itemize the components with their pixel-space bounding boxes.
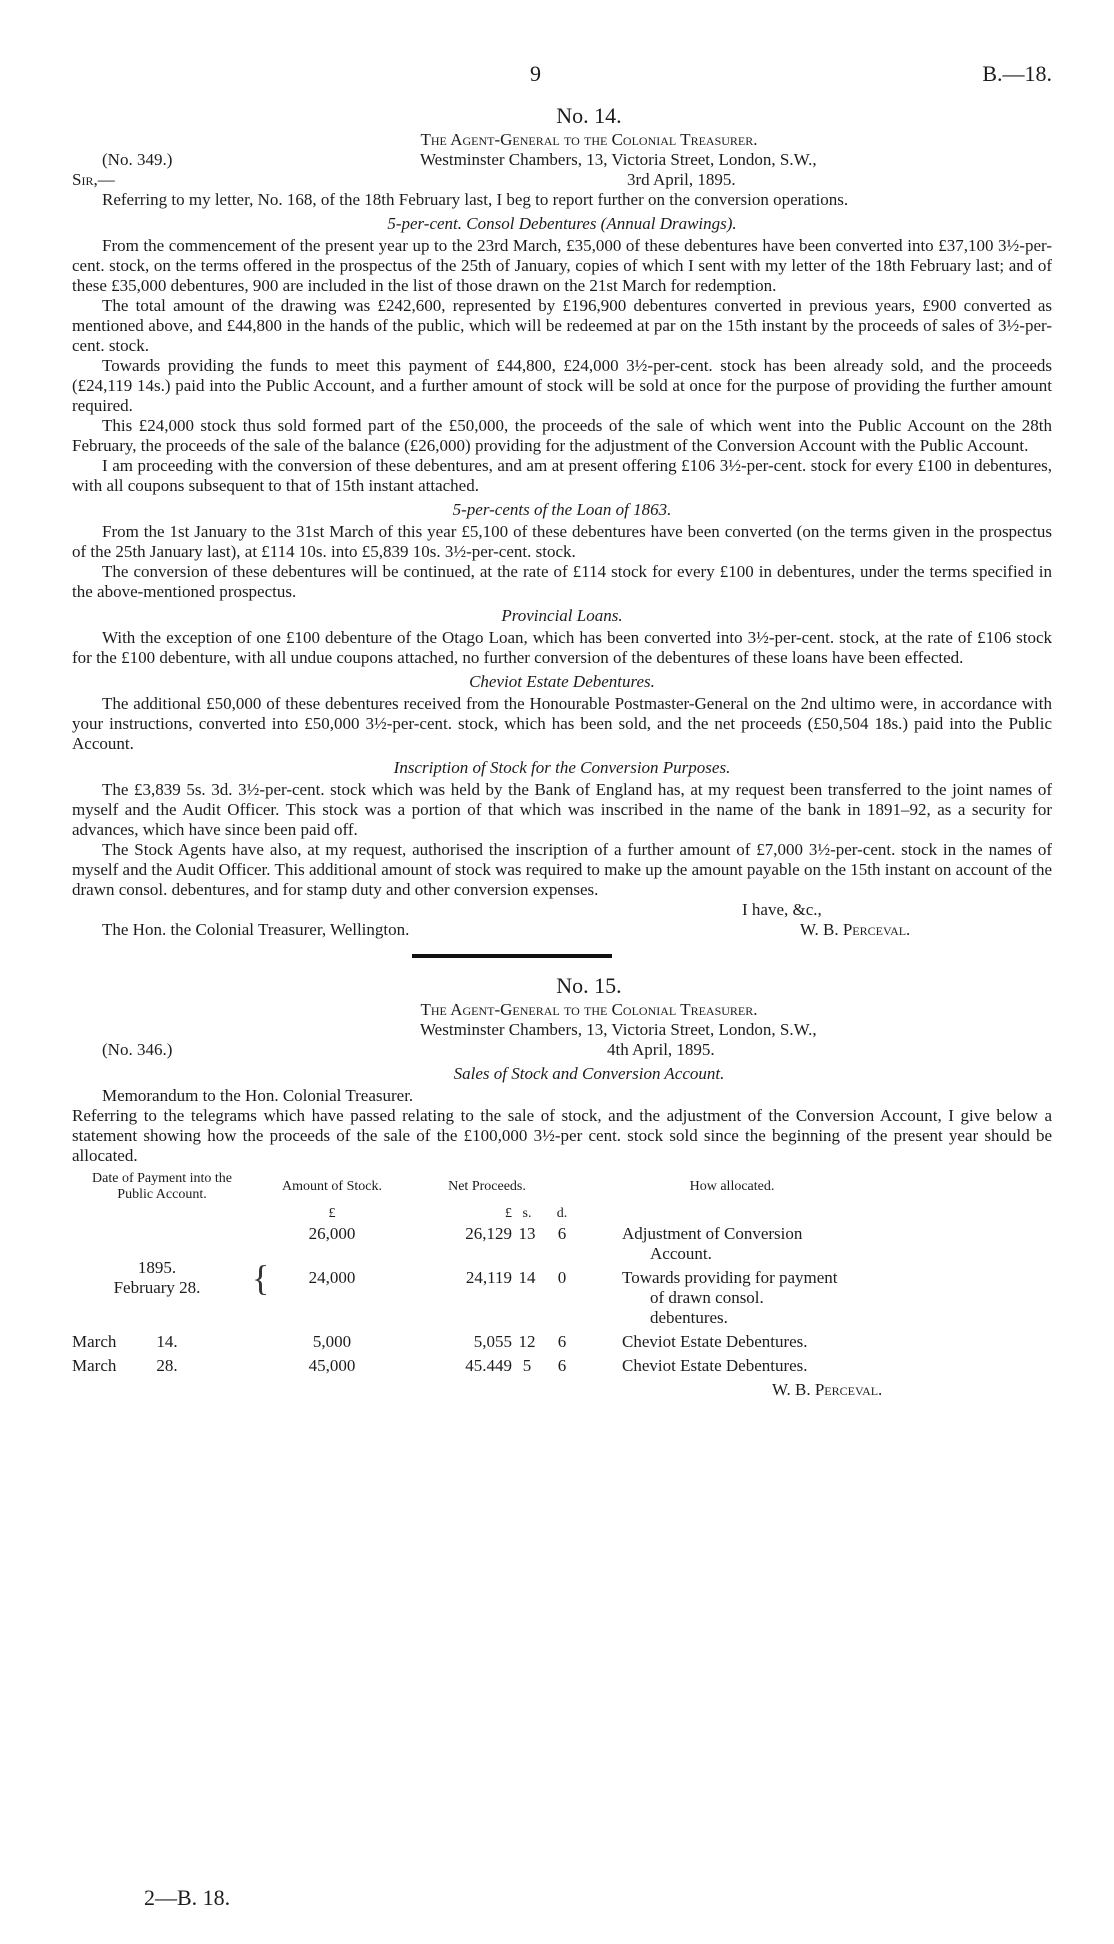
pence-cell: 6 <box>557 1332 567 1351</box>
paragraph: Towards providing the funds to meet this payment of £44,800, £24,000 3½-per-cent. stock has been already sold, and the proceeds (£24,119 14s.) paid into the Public Account, and a further amount of stock will be sold at once for the purpose of providing the further amount required. <box>72 356 1052 415</box>
unit-pounds: £ <box>505 1206 512 1221</box>
signature: W. B. Perceval. <box>772 1380 883 1399</box>
unit-amount: £ <box>328 1206 336 1221</box>
document-page <box>72 60 1052 1400</box>
table-row <box>72 1332 842 1356</box>
allocation-cell: Towards providing for payment of drawn consol. debentures. <box>622 1268 838 1327</box>
letter-14-date: 3rd April, 1895. <box>627 170 736 189</box>
pence-cell: 6 <box>557 1224 567 1243</box>
date-cell <box>72 1356 252 1380</box>
pence-cell: 6 <box>557 1356 567 1375</box>
memorandum-line: Memorandum to the Hon. Colonial Treasurer. <box>102 1086 414 1105</box>
paragraph: The total amount of the drawing was £242,600, represented by £196,900 debentures converted in previous years, £900 converted as mentioned above, and £44,800 in the hands of the public, which will be redeemed at par on the 15th instant by the proceeds of sales of 3½-per-cent. stock. <box>72 296 1052 355</box>
page-number: 9 <box>530 61 541 86</box>
header-amount: Amount of Stock. <box>282 1179 382 1194</box>
table-row <box>72 1356 842 1380</box>
section-heading: 5-per-cent. Consol Debentures (Annual Drawings). <box>387 214 737 233</box>
unit-shillings: s. <box>522 1206 532 1221</box>
table-units-row <box>72 1204 842 1224</box>
shillings-cell: 12 <box>518 1332 536 1351</box>
group-year: 1895. <box>137 1258 177 1277</box>
letter-14-salutation: Sir,— <box>72 170 115 189</box>
paragraph: From the 1st January to the 31st March of this year £5,100 of these debentures have been converted (on the terms given in the prospectus of the 25th January last), at £114 10s. into £5,839 10s. 3½-per-cent. stock. <box>72 522 1052 561</box>
letter-14-intro: Referring to my letter, No. 168, of the 18th February last, I beg to report further on the conversion operations. <box>102 190 849 209</box>
paragraph: The additional £50,000 of these debentures received from the Honourable Postmaster-General on the 2nd ultimo were, in accordance with your instructions, converted into £50,000 3½-per-cent. stock, which has been sold, and the net proceeds (£50,504 18s.) paid into the Public Account. <box>72 694 1052 753</box>
letter-15-signature-row <box>72 1380 1052 1400</box>
table-row <box>72 1224 842 1268</box>
letter-14-address: Westminster Chambers, 13, Victoria Street, London, S.W., <box>420 150 817 169</box>
allocation-cell: Cheviot Estate Debentures. <box>622 1332 808 1351</box>
amount-cell: 5,000 <box>312 1332 352 1351</box>
amount-cell: 24,000 <box>308 1268 356 1287</box>
pounds-cell: 24,119 <box>465 1268 512 1287</box>
day: 14. <box>156 1332 178 1351</box>
allocation-cell: Cheviot Estate Debentures. <box>622 1356 808 1375</box>
header-how-allocated: How allocated. <box>689 1179 775 1194</box>
amount-cell: 45,000 <box>308 1356 356 1375</box>
paragraph: I am proceeding with the conversion of these debentures, and am at present offering £106 3½-per-cent. stock for every £100 in debentures, with all coupons subsequent to that of 15th instant attached. <box>72 456 1052 495</box>
signature: W. B. Perceval. <box>800 920 911 939</box>
paragraph: The Stock Agents have also, at my request, authorised the inscription of a further amount of £7,000 3½-per-cent. stock in the names of myself and the Audit Officer. This additional amount of stock was required to make up the amount payable on the 15th instant on account of the drawn consol. debentures, and for stamp duty and other conversion expenses. <box>72 840 1052 899</box>
section-heading: 5-per-cents of the Loan of 1863. <box>452 500 672 519</box>
closing: I have, &c., <box>742 900 822 919</box>
letter-15-date: 4th April, 1895. <box>607 1040 715 1059</box>
signature-mark: 2—B. 18. <box>144 1885 231 1910</box>
letter-15-date-row <box>72 1040 1052 1060</box>
closing-row <box>72 900 1052 920</box>
addressee-row <box>72 920 1052 940</box>
letter-15-body: Referring to the telegrams which have passed relating to the sale of stock, and the adjustment of the Conversion Account, I give below a statement showing how the proceeds of the sale of the £100,000 3½-per cent. stock sold since the beginning of the present year should be allocated. <box>72 1106 1052 1165</box>
shillings-cell: 13 <box>518 1224 536 1243</box>
letter-14-subtitle: The Agent-General to the Colonial Treasurer. <box>420 130 758 149</box>
paragraph: This £24,000 stock thus sold formed part of the £50,000, the proceeds of the sale of which went into the Public Account on the 28th February, the proceeds of the sale of the balance (£26,000) providing for the adjustment of the Conversion Account with the Public Account. <box>72 416 1052 455</box>
group-date: February 28. <box>113 1278 201 1297</box>
amount-cell: 26,000 <box>308 1224 356 1243</box>
section-heading: Provincial Loans. <box>501 606 623 625</box>
pence-cell: 0 <box>557 1268 567 1287</box>
letter-14-address-row <box>72 150 1052 170</box>
letter-15-address-row <box>72 1020 1052 1040</box>
letter-15-subtitle: The Agent-General to the Colonial Treasurer. <box>420 1000 758 1019</box>
letter-14-number: No. 14. <box>556 103 622 128</box>
letter-15-number: No. 15. <box>556 973 622 998</box>
date-cell <box>72 1332 252 1356</box>
header-net-proceeds: Net Proceeds. <box>448 1179 526 1194</box>
paragraph: The conversion of these debentures will be continued, at the rate of £114 stock for every £100 in debentures, under the terms specified in the above-mentioned prospectus. <box>72 562 1052 601</box>
addressee: The Hon. the Colonial Treasurer, Wellington. <box>102 920 410 939</box>
letter-15-title: Sales of Stock and Conversion Account. <box>453 1064 725 1083</box>
pounds-cell: 26,129 <box>465 1224 512 1243</box>
section-heading: Inscription of Stock for the Conversion Purposes. <box>393 758 731 777</box>
date-group <box>72 1224 252 1332</box>
letter-15-address: Westminster Chambers, 13, Victoria Street, London, S.W., <box>420 1020 817 1039</box>
shillings-cell: 5 <box>522 1356 532 1375</box>
section-divider <box>412 954 612 958</box>
page-header <box>72 60 1052 88</box>
letter-15-ref-no: (No. 346.) <box>102 1040 173 1059</box>
letter-14-date-row <box>72 170 1052 190</box>
header-date: Date of Payment into the Public Account. <box>92 1171 232 1202</box>
month: March <box>72 1332 117 1351</box>
section-heading: Cheviot Estate Debentures. <box>469 672 655 691</box>
table-header-row <box>72 1170 842 1204</box>
month: March <box>72 1356 117 1375</box>
paragraph: From the commencement of the present year up to the 23rd March, £35,000 of these debentures have been converted into £37,100 3½-per-cent. stock, on the terms offered in the prospectus of the 25th of January, copies of which I sent with my letter of the 18th February last; and of these £35,000 debentures, 900 are included in the list of those drawn on the 21st March for redemption. <box>72 236 1052 295</box>
paragraph: With the exception of one £100 debenture of the Otago Loan, which has been converted into 3½-per-cent. stock, at the rate of £106 stock for the £100 debenture, with all undue coupons attached, no further conversion of the debentures of these loans have been effected. <box>72 628 1052 667</box>
allocation-table <box>72 1170 842 1380</box>
unit-pence: d. <box>556 1206 568 1221</box>
pounds-cell: 5,055 <box>473 1332 512 1351</box>
brace-mark: { <box>252 1258 270 1298</box>
allocation-cell: Adjustment of Conversion Account. <box>622 1224 803 1263</box>
pounds-cell: 45.449 <box>465 1356 512 1375</box>
day: 28. <box>156 1356 178 1375</box>
letter-14-ref-no: (No. 349.) <box>102 150 173 169</box>
paper-reference: B.—18. <box>982 61 1052 86</box>
shillings-cell: 14 <box>518 1268 536 1287</box>
paragraph: The £3,839 5s. 3d. 3½-per-cent. stock which was held by the Bank of England has, at my request been transferred to the joint names of myself and the Audit Officer. This stock was a portion of that which was inscribed in the name of the bank in 1891–92, as a security for advances, which have since been paid off. <box>72 780 1052 839</box>
